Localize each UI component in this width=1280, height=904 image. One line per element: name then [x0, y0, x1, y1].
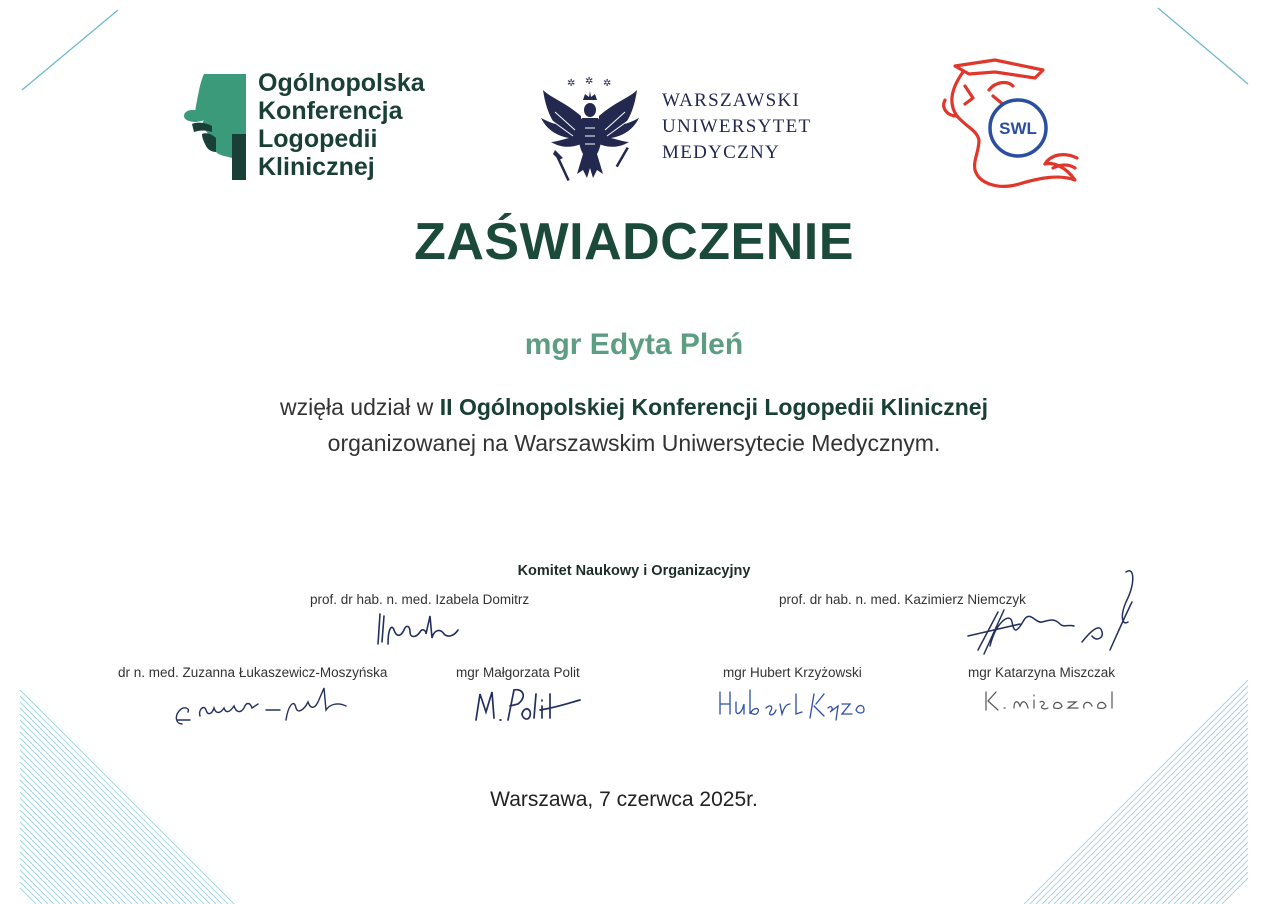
svg-text:✲: ✲ — [567, 78, 576, 89]
university-logo-text — [662, 88, 811, 166]
signature-lukaszewicz — [170, 680, 360, 734]
recipient-name: mgr Edyta Pleń — [524, 328, 744, 361]
committee-member: mgr Małgorzata Polit — [456, 665, 580, 680]
place-date: Warszawa, 7 czerwca 2025r. — [490, 788, 758, 811]
participation-prefix: wzięła udział w — [279, 394, 440, 420]
organizer-line: organizowanej na Warszawskim Uniwersytecie Medycznym. — [327, 430, 941, 456]
committee-member: prof. dr hab. n. med. Izabela Domitrz — [310, 592, 530, 607]
certificate-title: ZAŚWIADCZENIE — [414, 213, 854, 271]
signature-domitrz — [374, 608, 464, 652]
conference-logo-line: Logopedii — [258, 125, 378, 153]
participation-line — [0, 394, 1268, 421]
swl-badge-label: SWL — [999, 119, 1037, 138]
conference-logo-line: Klinicznej — [258, 153, 375, 181]
university-logo-line: MEDYCZNY — [662, 142, 781, 163]
signature-miszczak — [980, 686, 1130, 718]
conference-logo-line: Ogólnopolska — [258, 69, 425, 97]
university-logo-line: WARSZAWSKI — [662, 90, 801, 111]
svg-text:✲: ✲ — [603, 78, 612, 89]
signature-polit — [470, 684, 590, 728]
committee-member: prof. dr hab. n. med. Kazimierz Niemczyk — [779, 592, 1026, 607]
committee-heading: Komitet Naukowy i Organizacyjny — [517, 563, 751, 579]
committee-member: dr n. med. Zuzanna Łukaszewicz-Moszyńska — [118, 665, 388, 680]
university-logo-line: UNIWERSYTET — [662, 116, 812, 137]
signature-niemczyk — [950, 562, 1150, 662]
conference-name: II Ogólnopolskiej Konferencji Logopedii Klinicznej — [439, 394, 988, 420]
swl-emblem-icon — [935, 56, 1085, 196]
committee-member: mgr Hubert Krzyżowski — [723, 665, 862, 680]
conference-logo-text — [258, 69, 425, 181]
conference-logo-line: Konferencja — [258, 97, 403, 125]
committee-member: mgr Katarzyna Miszczak — [968, 665, 1116, 680]
svg-text:✲: ✲ — [585, 76, 594, 87]
signature-krzyzowski — [714, 682, 874, 726]
eagle-emblem-icon — [525, 72, 655, 187]
head-profile-icon — [182, 72, 252, 182]
